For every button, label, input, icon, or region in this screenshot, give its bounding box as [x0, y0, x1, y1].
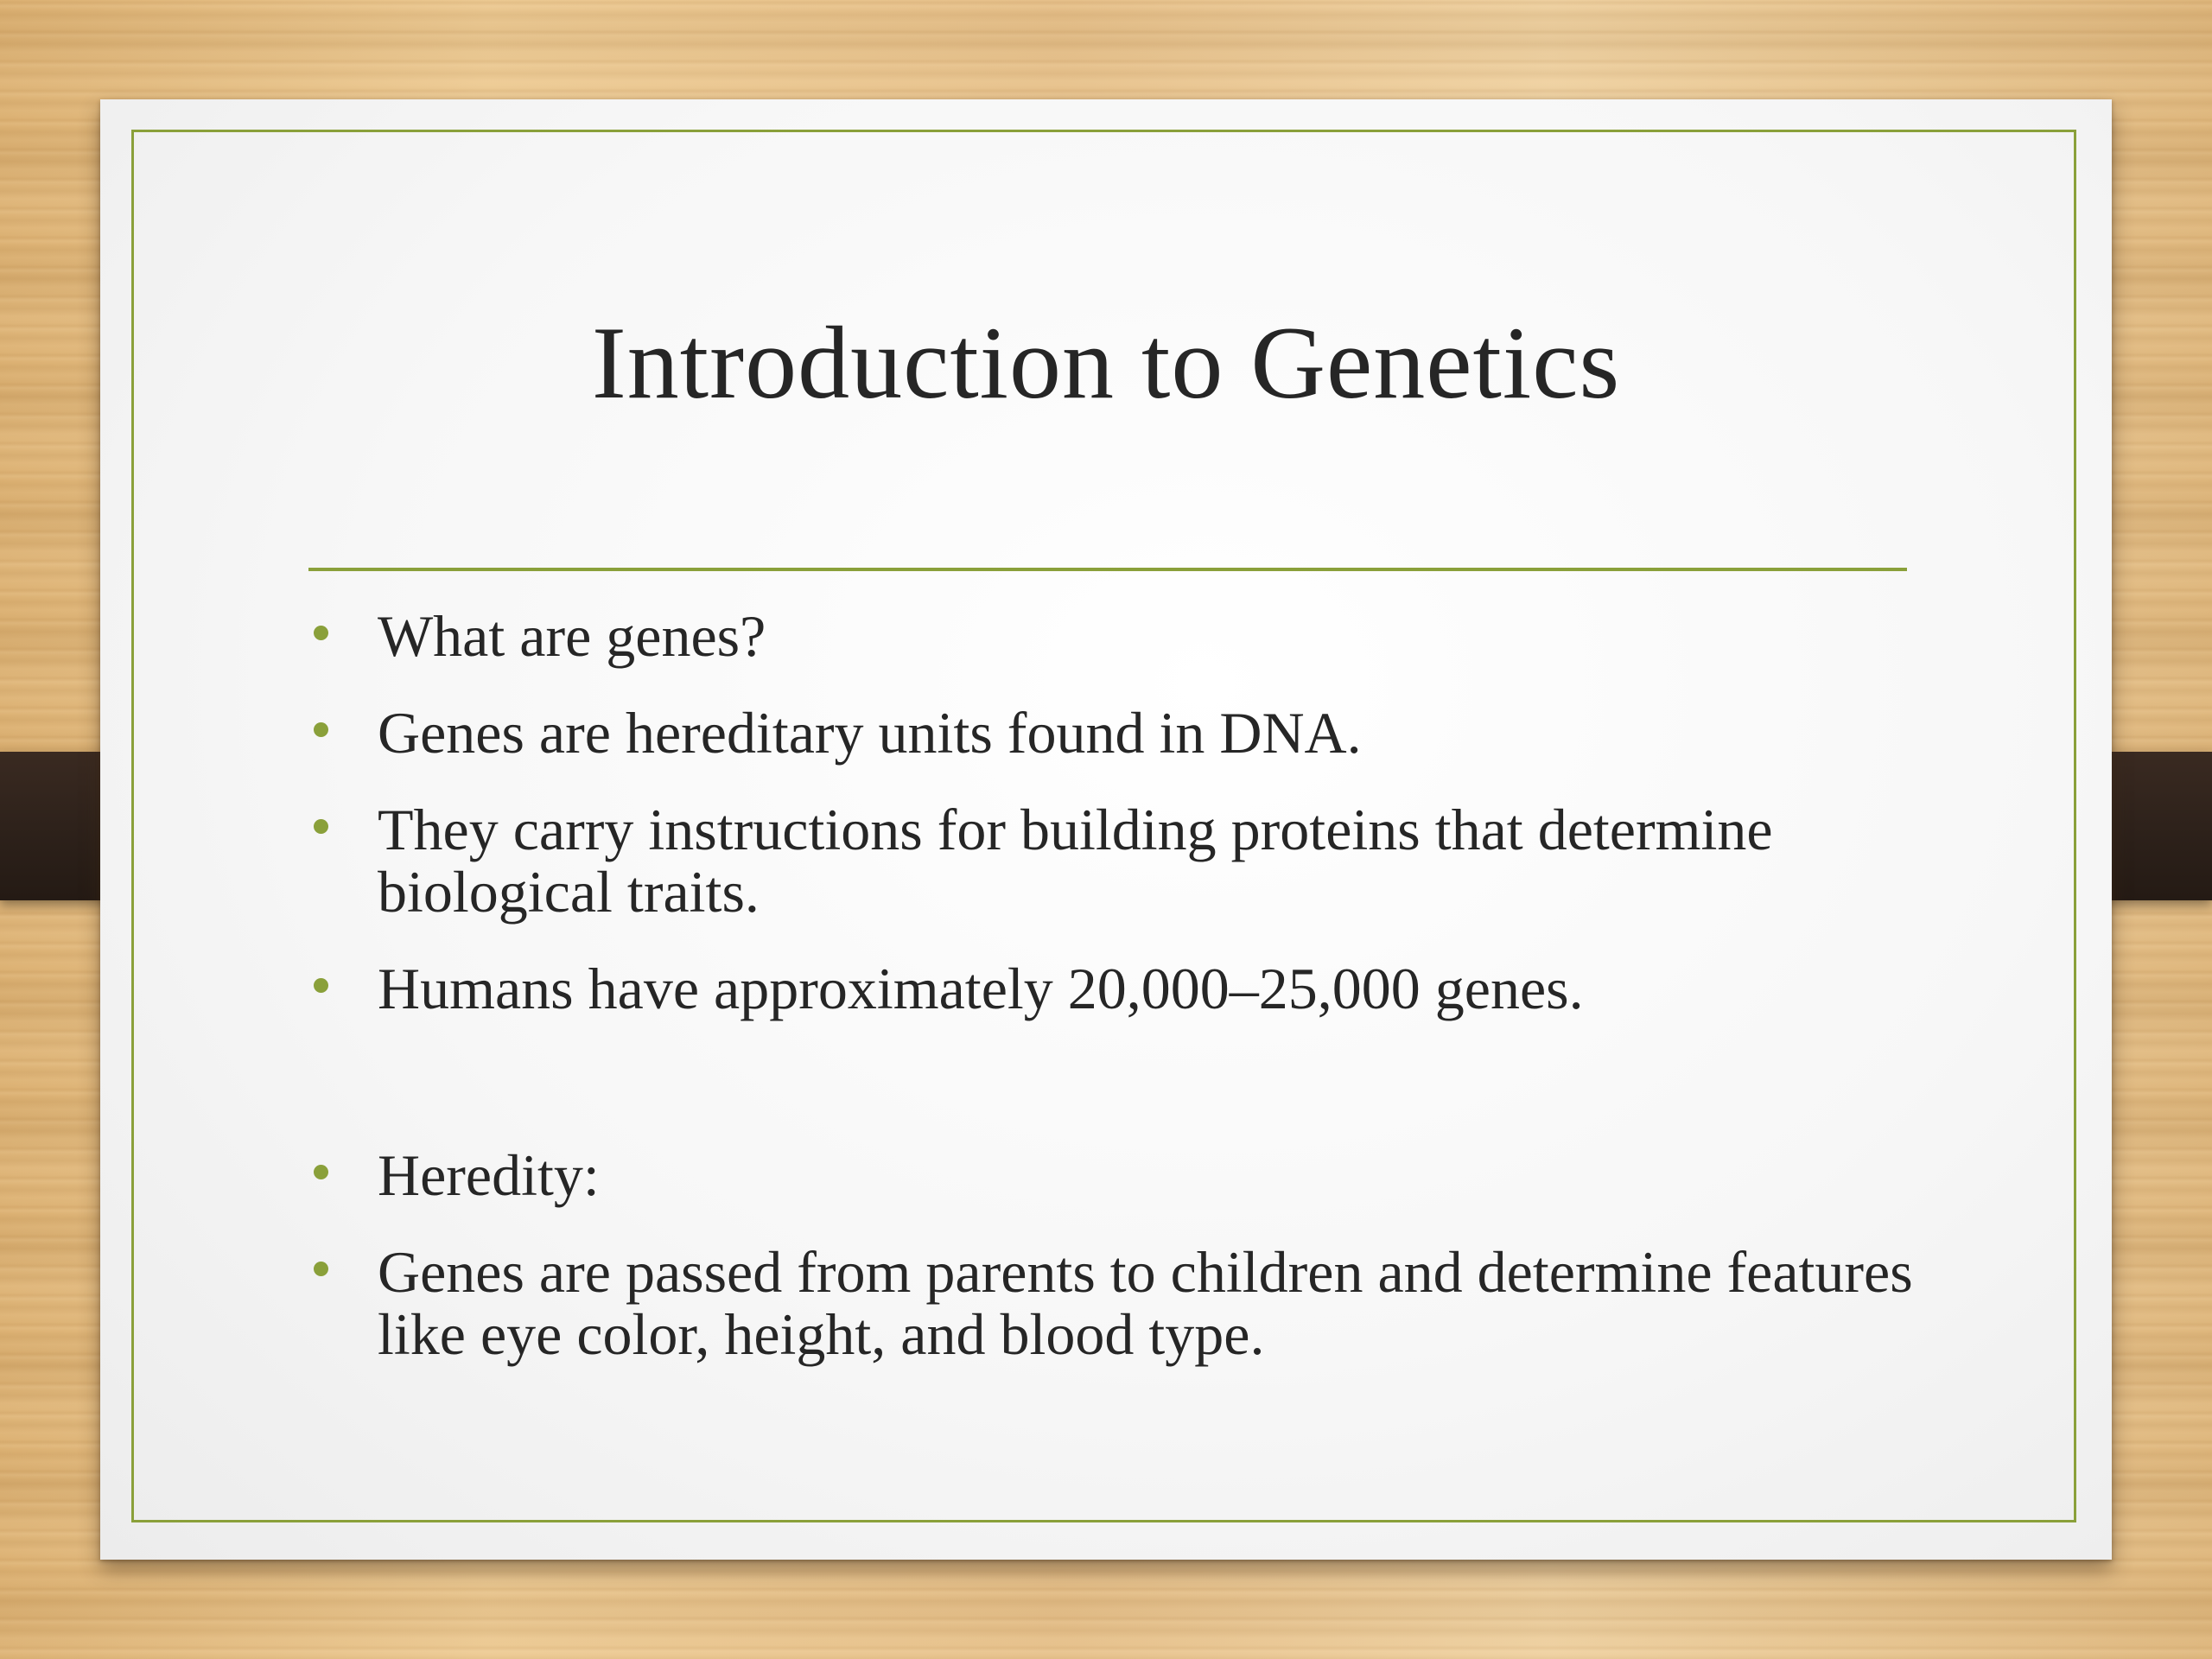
bullet-item: [308, 957, 1950, 1020]
bullet-text: They carry instructions for building proteins that determine biological traits.: [378, 797, 1773, 925]
bullet-text: Humans have approximately 20,000–25,000 genes.: [378, 956, 1584, 1021]
title-divider: [308, 568, 1907, 571]
bullet-dot-icon: [314, 1262, 328, 1276]
bullet-item: [308, 798, 1950, 923]
bullet-item: [308, 702, 1950, 764]
bullet-text: Heredity:: [378, 1142, 600, 1208]
bullet-dot-icon: [314, 722, 328, 737]
bullet-dot-icon: [314, 819, 328, 834]
bullet-text: Genes are hereditary units found in DNA.: [378, 700, 1362, 766]
bullet-text: Genes are passed from parents to children and determine features like eye color, height, and blood type.: [378, 1239, 1913, 1367]
bullet-text: What are genes?: [378, 603, 766, 669]
bullet-dot-icon: [314, 978, 328, 993]
bullet-item: [308, 1241, 1950, 1365]
bullet-dot-icon: [314, 626, 328, 640]
bullet-dot-icon: [314, 1165, 328, 1179]
bullet-item: [308, 605, 1950, 667]
bullet-list: [308, 605, 1950, 1365]
bullet-item: [308, 1144, 1950, 1206]
slide-title: Introduction to Genetics: [591, 305, 1621, 420]
